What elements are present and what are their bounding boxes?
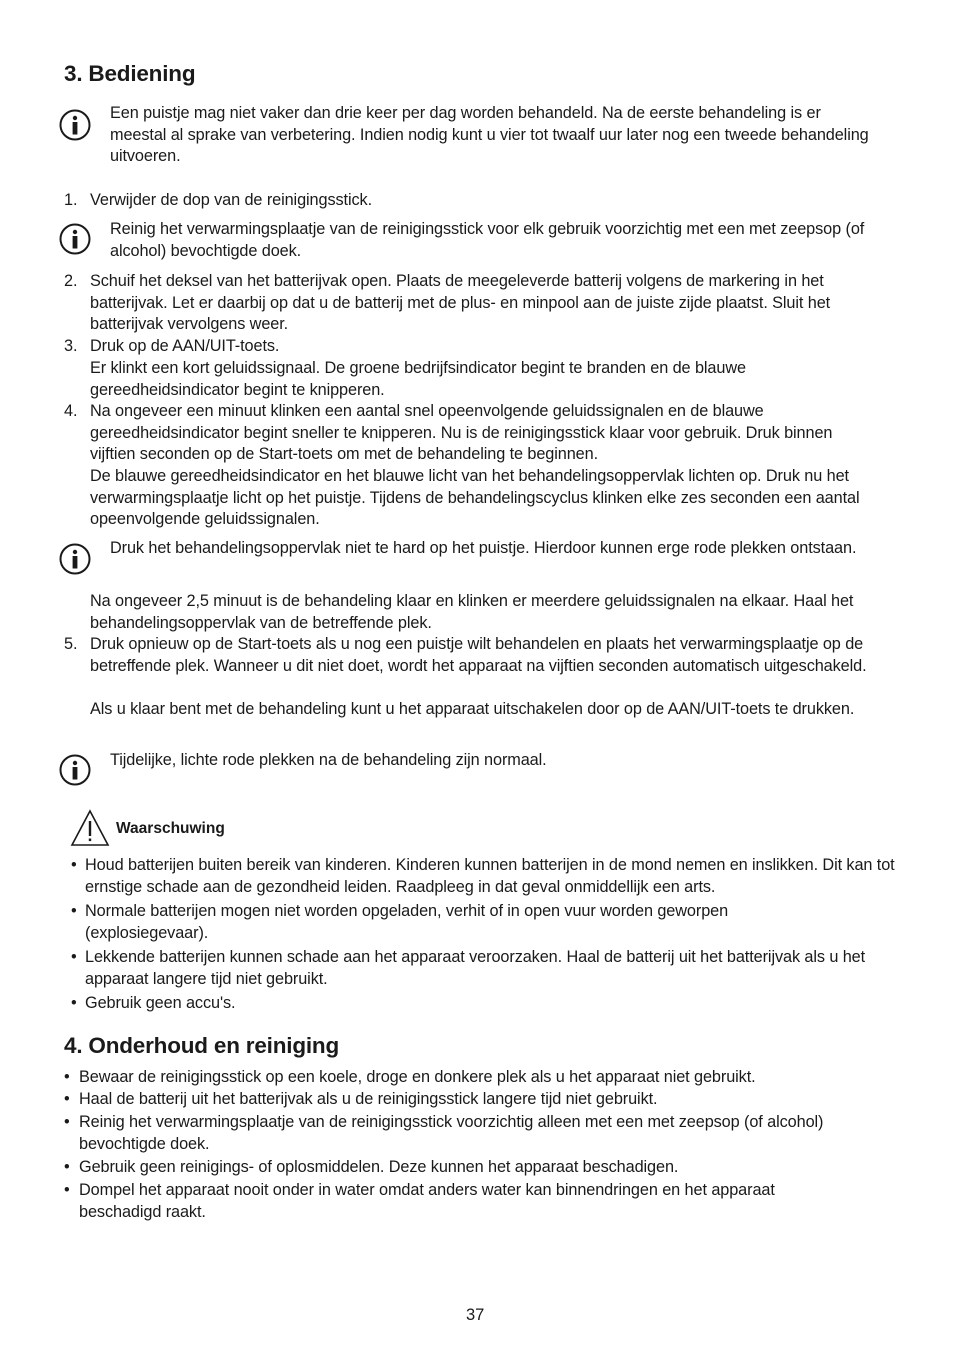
- step-number: 4.: [64, 402, 78, 420]
- step-text: Verwijder de dop van de reinigingsstick.: [90, 191, 372, 209]
- step-number: 1.: [64, 191, 78, 209]
- step-number: 3.: [64, 337, 78, 355]
- step-text: Er klinkt een kort geluidssignaal. De groene bedrijfsindicator begint te branden en de blauwe gereedheidsindicator begint te knipperen.: [90, 359, 746, 399]
- bullet: •: [71, 994, 77, 1012]
- step-text: Na ongeveer een minuut klinken een aantal snel opeenvolgende geluidssignalen en de blauwe gereedheidsindicator begint sneller te knipperen. Nu is de reinigingsstick klaar voor gebruik. Druk binnen vijftien seconden op de Start-toets om met de behandeling te beginnen.: [90, 402, 833, 464]
- bullet: •: [64, 1181, 70, 1199]
- info-note: Reinig het verwarmingsplaatje van de reinigingsstick voor elk gebruik voorzichtig met een met zeepsop (of alcohol) bevochtigde doek.: [110, 220, 865, 260]
- step-text: Na ongeveer 2,5 minuut is de behandeling klaar en klinken er meerdere geluidssignalen na elkaar. Haal het behandelingsoppervlak van de betreffende plek.: [90, 592, 854, 632]
- step-text: Druk op de AAN/UIT-toets.: [90, 337, 280, 355]
- info-note: Een puistje mag niet vaker dan drie keer per dag worden behandeld. Na de eerste behandeling is er meestal al sprake van verbetering. Indien nodig kunt u vier tot twaalf uur later nog een tweede behandeling uitvoeren.: [110, 104, 869, 166]
- list-item-text: Dompel het apparaat nooit onder in water omdat anders water kan binnendringen en het apparaat beschadigd raakt.: [79, 1181, 775, 1221]
- warning-triangle-icon: [70, 809, 110, 847]
- info-icon: [58, 542, 92, 576]
- bullet: •: [71, 902, 77, 920]
- info-icon: [58, 108, 92, 142]
- list-item-text: Houd batterijen buiten bereik van kinderen. Kinderen kunnen batterijen in de mond nemen en inslikken. Dit kan tot ernstige schade aan de gezondheid leiden. Raadpleeg in dat geval onmiddellijk een arts.: [85, 856, 895, 896]
- info-icon: [58, 222, 92, 256]
- list-item-text: Normale batterijen mogen niet worden opgeladen, verhit of in open vuur worden geworpen (explosiegevaar).: [85, 902, 729, 942]
- list-item-text: Reinig het verwarmingsplaatje van de reinigingsstick voorzichtig alleen met een met zeepsop (of alcohol) bevochtigde doek.: [79, 1113, 824, 1153]
- info-note: Druk het behandelingsoppervlak niet te hard op het puistje. Hierdoor kunnen erge rode plekken ontstaan.: [110, 539, 857, 557]
- list-item-text: Bewaar de reinigingsstick op een koele, droge en donkere plek als u het apparaat niet gebruikt.: [79, 1068, 756, 1086]
- bullet: •: [64, 1158, 70, 1176]
- list-item-text: Lekkende batterijen kunnen schade aan het apparaat veroorzaken. Haal de batterij uit het batterijvak als u het apparaat langere tijd niet gebruikt.: [85, 948, 866, 988]
- bullet: •: [71, 948, 77, 966]
- step-number: 5.: [64, 635, 78, 653]
- step-text: Als u klaar bent met de behandeling kunt u het apparaat uitschakelen door op de AAN/UIT-toets te drukken.: [90, 700, 855, 718]
- step-text: Schuif het deksel van het batterijvak open. Plaats de meegeleverde batterij volgens de markering in het batterijvak. Let er daarbij op dat u de batterij met de plus- en minpool aan de juiste zijde plaatst. Sluit het batterijvak vervolgens weer.: [90, 272, 831, 334]
- section-3-heading: 3. Bediening: [64, 61, 196, 86]
- step-text: De blauwe gereedheidsindicator en het blauwe licht van het behandelingsoppervlak lichten op. Druk nu het verwarmingsplaatje licht op het puistje. Tijdens de behandelingscyclus klinken elke zes seconden een aantal opeenvolgende geluidssignalen.: [90, 467, 860, 529]
- list-item-text: Gebruik geen reinigings- of oplosmiddelen. Deze kunnen het apparaat beschadigen.: [79, 1158, 679, 1176]
- bullet: •: [71, 856, 77, 874]
- warning-title: Waarschuwing: [116, 820, 225, 837]
- list-item-text: Gebruik geen accu's.: [85, 994, 236, 1012]
- step-number: 2.: [64, 272, 78, 290]
- step-text: Druk opnieuw op de Start-toets als u nog een puistje wilt behandelen en plaats het verwarmingsplaatje op de betreffende plek. Wanneer u dit niet doet, wordt het apparaat na vijftien seconden automatisch uitgeschakeld.: [90, 635, 867, 675]
- bullet: •: [64, 1068, 70, 1086]
- list-item-text: Haal de batterij uit het batterijvak als u de reinigingsstick langere tijd niet gebruikt.: [79, 1090, 658, 1108]
- bullet: •: [64, 1090, 70, 1108]
- bullet: •: [64, 1113, 70, 1131]
- page-number: 37: [466, 1306, 485, 1324]
- info-icon: [58, 753, 92, 787]
- info-note: Tijdelijke, lichte rode plekken na de behandeling zijn normaal.: [110, 751, 547, 769]
- section-4-heading: 4. Onderhoud en reiniging: [64, 1033, 340, 1058]
